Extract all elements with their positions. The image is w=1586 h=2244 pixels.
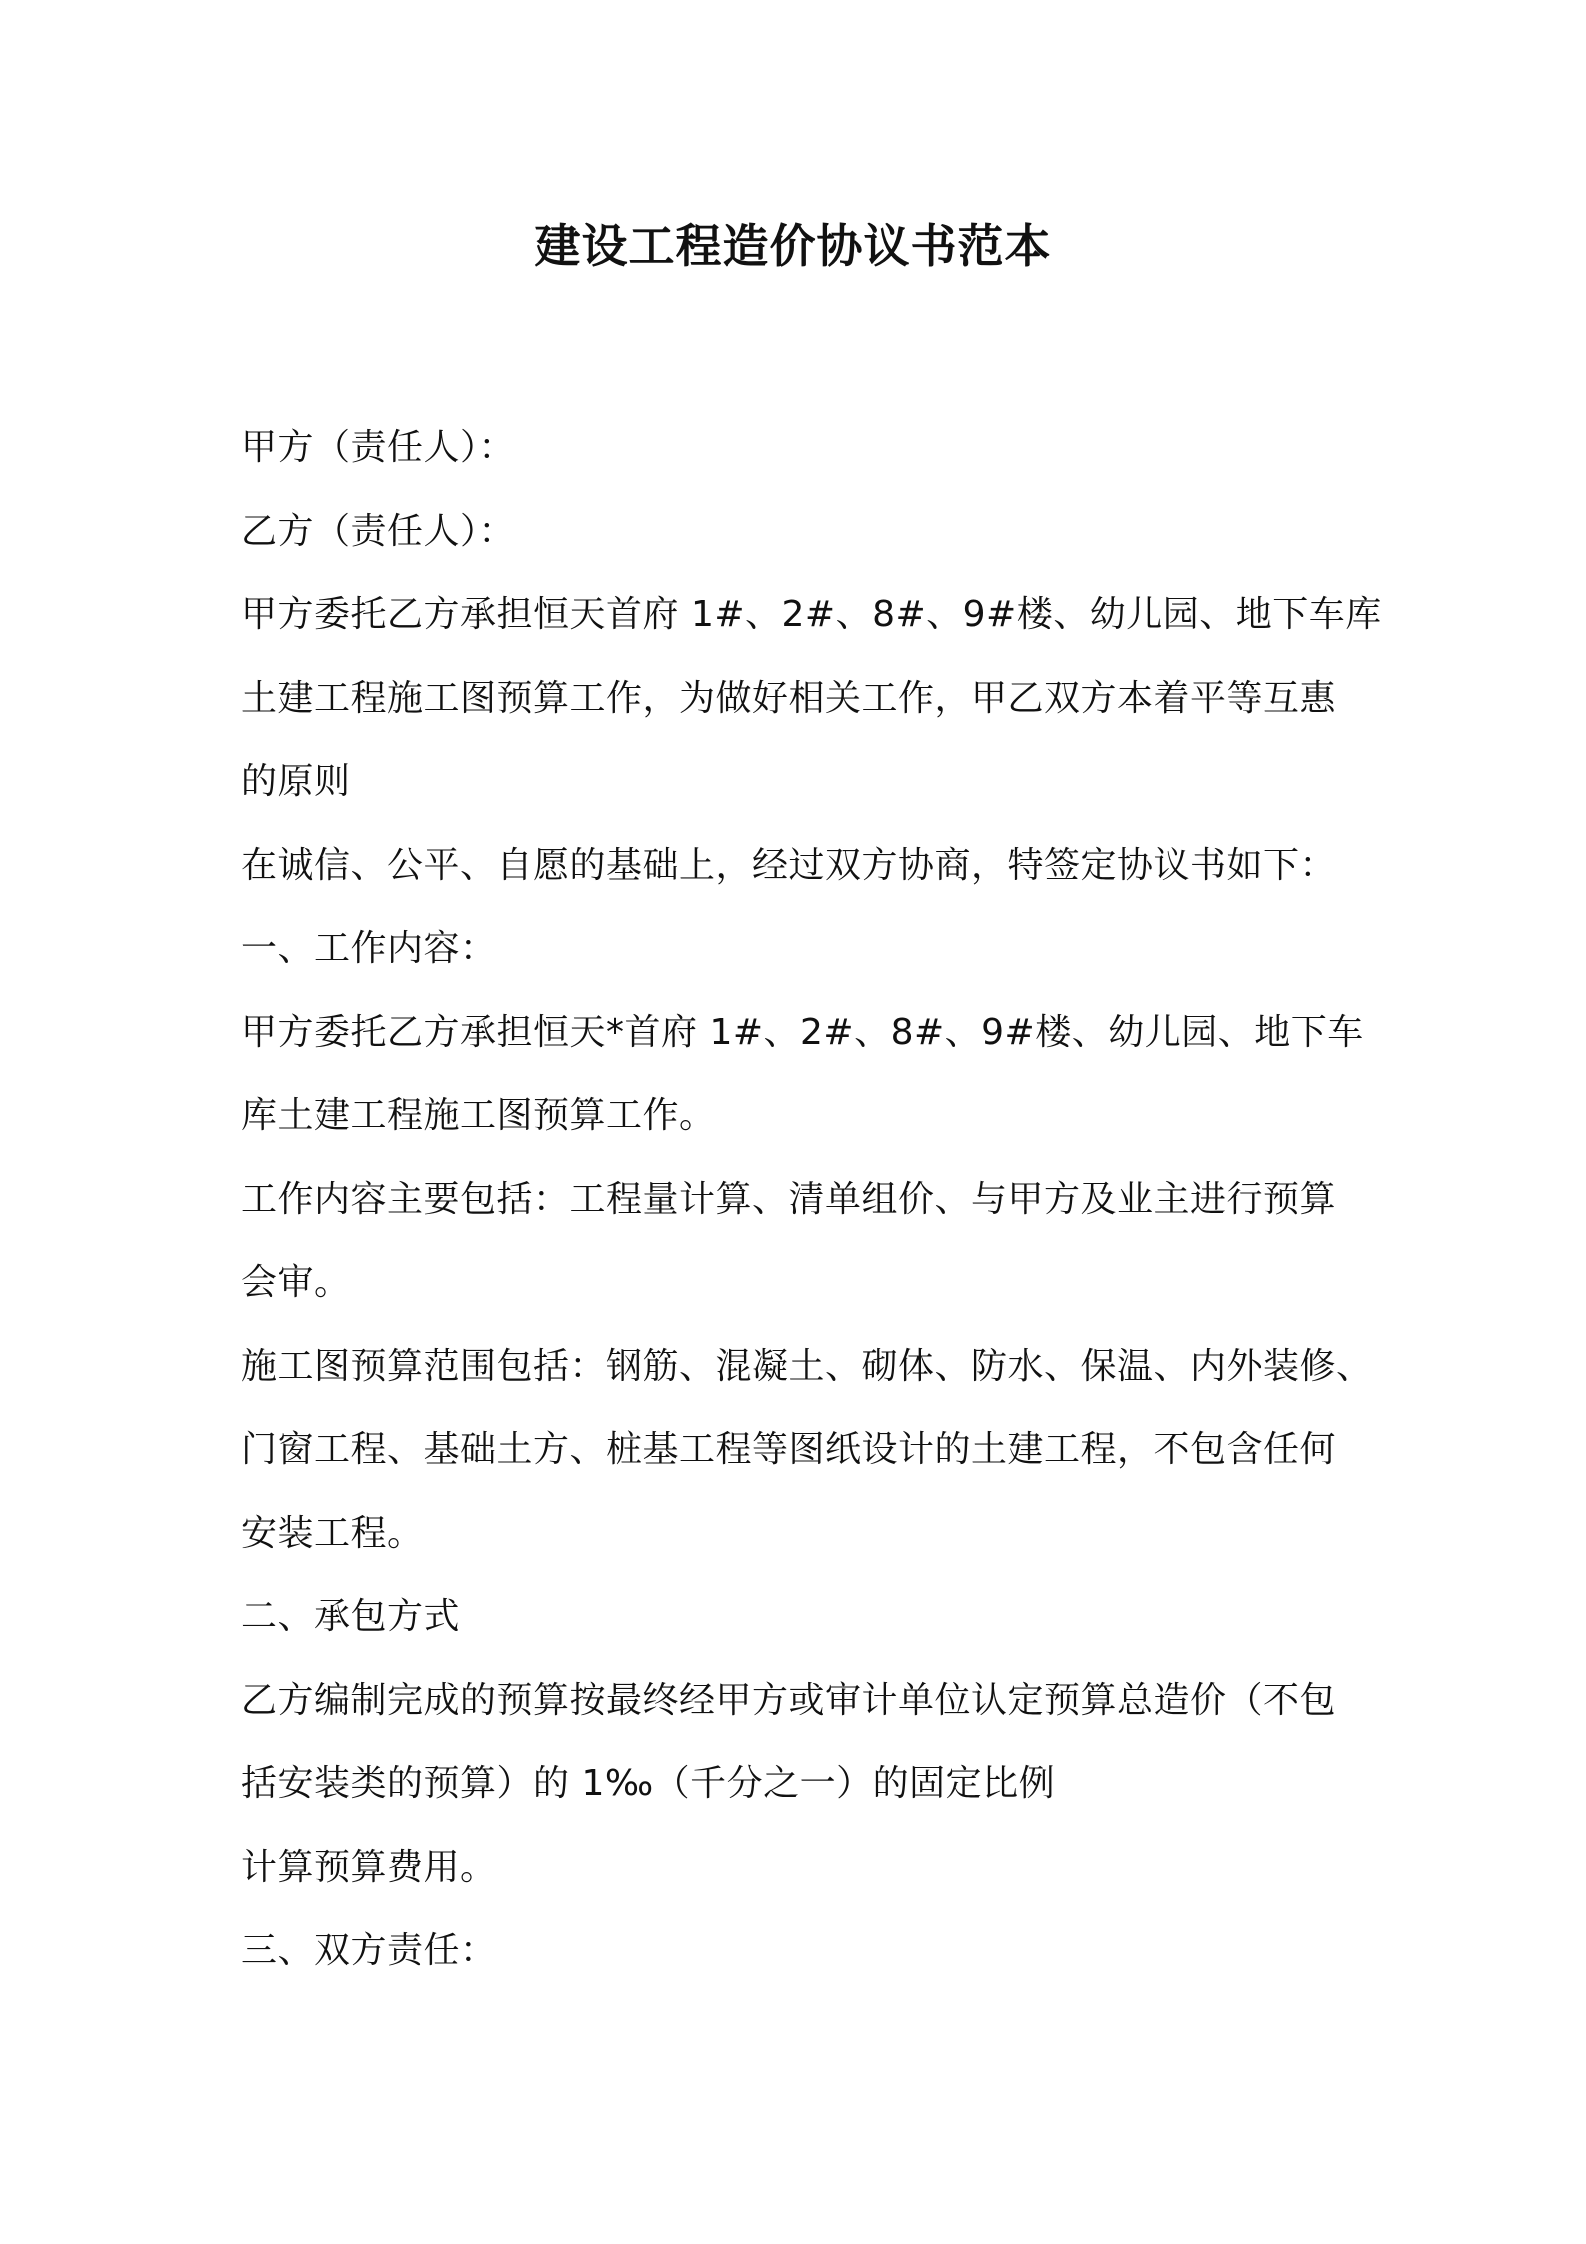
paragraph-line: 土建工程施工图预算工作，为做好相关工作，甲乙双方本着平等互惠 bbox=[241, 677, 1337, 719]
party-b-line: 乙方（责任人）： bbox=[241, 510, 516, 552]
paragraph-line: 甲方委托乙方承担恒天*首府 1#、2#、8#、9#楼、幼儿园、地下车 bbox=[241, 1011, 1364, 1053]
section-heading: 二、承包方式 bbox=[241, 1596, 461, 1637]
paragraph-line: 在诚信、公平、自愿的基础上，经过双方协商，特签定协议书如下： bbox=[241, 844, 1337, 886]
party-a-line: 甲方（责任人）： bbox=[241, 427, 516, 468]
paragraph-line: 乙方编制完成的预算按最终经甲方或审计单位认定预算总造价（不包 bbox=[241, 1679, 1337, 1721]
paragraph-line: 门窗工程、基础土方、桩基工程等图纸设计的土建工程，不包含任何 bbox=[241, 1429, 1337, 1470]
paragraph-line: 计算预算费用。 bbox=[241, 1846, 497, 1888]
document-title: 建设工程造价协议书范本 bbox=[534, 219, 1052, 273]
paragraph-line: 会审。 bbox=[241, 1262, 351, 1303]
paragraph-line: 库土建工程施工图预算工作。 bbox=[241, 1095, 716, 1136]
paragraph-line: 括安装类的预算）的 1‰（千分之一）的固定比例 bbox=[241, 1763, 1056, 1804]
paragraph-line: 工作内容主要包括：工程量计算、清单组价、与甲方及业主进行预算 bbox=[241, 1178, 1337, 1220]
paragraph-line: 安装工程。 bbox=[241, 1512, 424, 1554]
section-heading: 一、工作内容： bbox=[241, 928, 497, 969]
paragraph-line: 甲方委托乙方承担恒天首府 1#、2#、8#、9#楼、幼儿园、地下车库 bbox=[241, 594, 1382, 635]
section-heading: 三、双方责任： bbox=[241, 1930, 497, 1971]
paragraph-line: 的原则 bbox=[241, 761, 351, 802]
paragraph-line: 施工图预算范围包括：钢筋、混凝土、砌体、防水、保温、内外装修、 bbox=[241, 1345, 1373, 1387]
document-body bbox=[241, 406, 1382, 1993]
